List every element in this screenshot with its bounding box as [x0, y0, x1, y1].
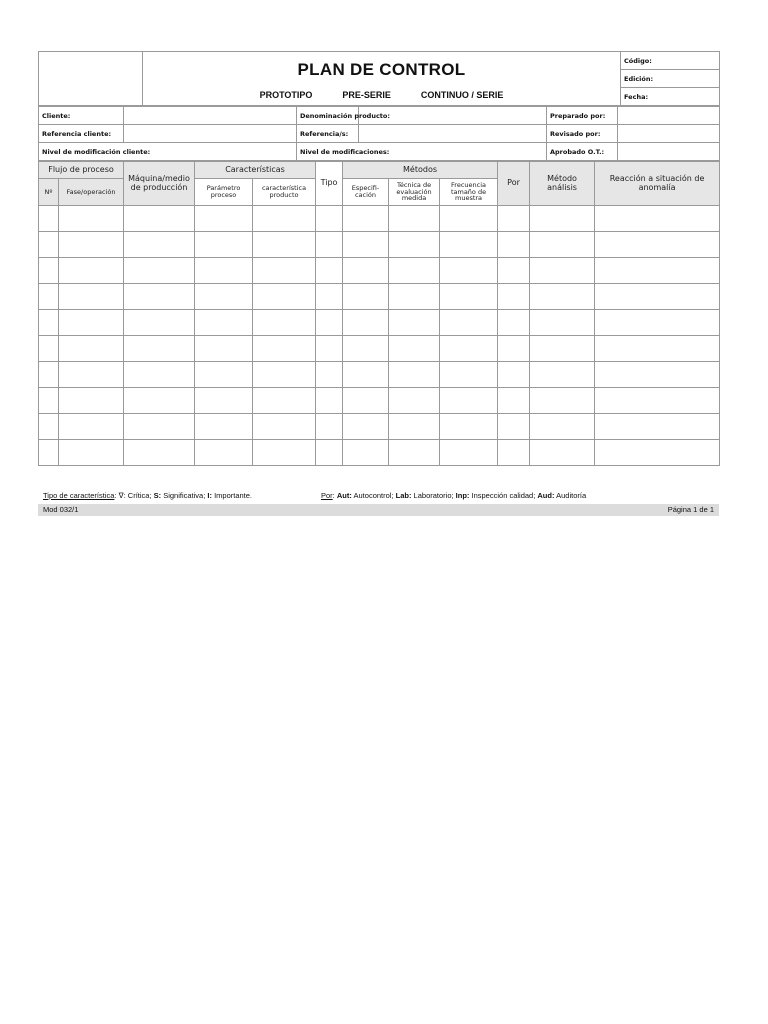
- aprobado-input[interactable]: [618, 143, 720, 161]
- grid-cell[interactable]: [59, 284, 124, 310]
- title-box: [143, 52, 621, 106]
- grid-cell[interactable]: [389, 362, 440, 388]
- grid-cell[interactable]: [316, 258, 343, 284]
- grid-cell[interactable]: [343, 284, 389, 310]
- grid-cell[interactable]: [195, 440, 253, 466]
- grid-cell[interactable]: [595, 284, 720, 310]
- fecha-field[interactable]: Fecha:: [621, 88, 720, 106]
- preparado-label: Preparado por:: [547, 107, 618, 125]
- grid-cell[interactable]: [195, 310, 253, 336]
- info-block: [38, 106, 720, 161]
- grid-cell[interactable]: [530, 310, 595, 336]
- tipo-legend: Tipo de característica: ∇: Crítica; S: Significativa; I: Importante.: [43, 491, 253, 500]
- grid-cell[interactable]: [389, 388, 440, 414]
- control-plan-grid: [38, 161, 720, 466]
- grid-cell[interactable]: [253, 336, 316, 362]
- grid-cell[interactable]: [595, 440, 720, 466]
- grid-cell[interactable]: [124, 206, 195, 232]
- revisado-input[interactable]: [618, 125, 720, 143]
- grid-cell[interactable]: [195, 258, 253, 284]
- mode-preserie: PRE-SERIE: [342, 90, 391, 100]
- header-flujo: Flujo de proceso: [39, 162, 124, 179]
- mode-prototipo: PROTOTIPO: [259, 90, 313, 100]
- grid-cell[interactable]: [440, 388, 498, 414]
- grid-cell[interactable]: [39, 232, 59, 258]
- grid-cell[interactable]: [440, 232, 498, 258]
- header-tecnica: Técnica de evaluación medida: [389, 179, 440, 206]
- grid-cell[interactable]: [530, 284, 595, 310]
- por-legend: Por: Aut: Autocontrol; Lab: Laboratorio; Inp: Inspección calidad; Aud: Auditoría: [321, 491, 587, 500]
- grid-cell[interactable]: [124, 310, 195, 336]
- grid-cell[interactable]: [343, 258, 389, 284]
- header-metodos: Métodos: [343, 162, 498, 179]
- header-especificacion: Especifi-cación: [343, 179, 389, 206]
- table-row: [39, 362, 720, 388]
- grid-cell[interactable]: [530, 440, 595, 466]
- header-reaccion: Reacción a situación de anomalía: [595, 162, 720, 206]
- grid-cell[interactable]: [343, 414, 389, 440]
- referencias-input[interactable]: [359, 125, 547, 143]
- logo-box: [39, 52, 143, 106]
- grid-cell[interactable]: [39, 388, 59, 414]
- grid-cell[interactable]: [343, 310, 389, 336]
- grid-cell[interactable]: [39, 310, 59, 336]
- grid-cell[interactable]: [316, 336, 343, 362]
- form-code-bar: [38, 504, 719, 516]
- grid-cell[interactable]: [39, 206, 59, 232]
- grid-cell[interactable]: [39, 284, 59, 310]
- table-row: [39, 414, 720, 440]
- grid-cell[interactable]: [343, 440, 389, 466]
- header-metodo-analisis: Método análisis: [530, 162, 595, 206]
- control-plan-form: [38, 51, 719, 466]
- header-car-producto: característica producto: [253, 179, 316, 206]
- grid-cell[interactable]: [195, 232, 253, 258]
- grid-cell[interactable]: [253, 440, 316, 466]
- grid-cell[interactable]: [253, 284, 316, 310]
- grid-cell[interactable]: [595, 258, 720, 284]
- grid-cell[interactable]: [595, 206, 720, 232]
- grid-cell[interactable]: [498, 310, 530, 336]
- grid-cell[interactable]: [343, 206, 389, 232]
- grid-cell[interactable]: [316, 362, 343, 388]
- grid-cell[interactable]: [389, 336, 440, 362]
- grid-cell[interactable]: [530, 206, 595, 232]
- grid-cell[interactable]: [343, 362, 389, 388]
- header-tipo: Tipo: [316, 162, 343, 206]
- grid-cell[interactable]: [498, 440, 530, 466]
- grid-cell[interactable]: [39, 336, 59, 362]
- grid-cell[interactable]: [316, 388, 343, 414]
- grid-cell[interactable]: [595, 232, 720, 258]
- grid-cell[interactable]: [498, 232, 530, 258]
- grid-cell[interactable]: [253, 206, 316, 232]
- grid-cell[interactable]: [440, 310, 498, 336]
- grid-cell[interactable]: [59, 310, 124, 336]
- grid-cell[interactable]: [253, 310, 316, 336]
- mode-continuo: CONTINUO / SERIE: [420, 90, 504, 100]
- grid-cell[interactable]: [195, 336, 253, 362]
- grid-cell[interactable]: [440, 336, 498, 362]
- grid-cell[interactable]: [59, 440, 124, 466]
- grid-cell[interactable]: [498, 414, 530, 440]
- referencia-cliente-input[interactable]: [124, 125, 297, 143]
- grid-cell[interactable]: [124, 284, 195, 310]
- header-num: Nº: [39, 179, 59, 206]
- mode-options: [146, 90, 617, 100]
- grid-cell[interactable]: [595, 310, 720, 336]
- grid-cell[interactable]: [498, 206, 530, 232]
- table-row: [39, 232, 720, 258]
- grid-cell[interactable]: [59, 258, 124, 284]
- grid-cell[interactable]: [253, 258, 316, 284]
- header-parametro: Parámetro proceso: [195, 179, 253, 206]
- grid-cell[interactable]: [59, 388, 124, 414]
- referencias-label: Referencia/s:: [297, 125, 359, 143]
- header-maquina: Máquina/medio de producción: [124, 162, 195, 206]
- grid-cell[interactable]: [389, 206, 440, 232]
- grid-cell[interactable]: [195, 362, 253, 388]
- grid-cell[interactable]: [595, 336, 720, 362]
- revisado-label: Revisado por:: [547, 125, 618, 143]
- grid-cell[interactable]: [316, 440, 343, 466]
- grid-cell[interactable]: [59, 232, 124, 258]
- table-row: [39, 284, 720, 310]
- grid-cell[interactable]: [316, 232, 343, 258]
- table-row: [39, 206, 720, 232]
- grid-cell[interactable]: [316, 310, 343, 336]
- grid-cell[interactable]: [124, 414, 195, 440]
- grid-cell[interactable]: [253, 362, 316, 388]
- aprobado-label: Aprobado O.T.:: [547, 143, 618, 161]
- grid-cell[interactable]: [195, 414, 253, 440]
- preparado-input[interactable]: [618, 107, 720, 125]
- table-row: [39, 336, 720, 362]
- grid-cell[interactable]: [498, 388, 530, 414]
- grid-cell[interactable]: [389, 440, 440, 466]
- grid-cell[interactable]: [498, 336, 530, 362]
- grid-cell[interactable]: [39, 362, 59, 388]
- header-fase: Fase/operación: [59, 179, 124, 206]
- grid-cell[interactable]: [530, 414, 595, 440]
- grid-cell[interactable]: [124, 336, 195, 362]
- grid-cell[interactable]: [253, 388, 316, 414]
- grid-cell[interactable]: [195, 206, 253, 232]
- grid-cell[interactable]: [39, 440, 59, 466]
- grid-cell[interactable]: [530, 388, 595, 414]
- grid-cell[interactable]: [124, 232, 195, 258]
- grid-cell[interactable]: [343, 388, 389, 414]
- nivel-mod-label: Nivel de modificaciones:: [297, 143, 547, 161]
- grid-cell[interactable]: [498, 284, 530, 310]
- grid-cell[interactable]: [39, 258, 59, 284]
- grid-cell[interactable]: [253, 232, 316, 258]
- grid-cell[interactable]: [59, 414, 124, 440]
- grid-cell[interactable]: [440, 284, 498, 310]
- grid-cell[interactable]: [440, 440, 498, 466]
- cliente-input[interactable]: [124, 107, 297, 125]
- grid-cell[interactable]: [124, 362, 195, 388]
- grid-cell[interactable]: [316, 414, 343, 440]
- grid-cell[interactable]: [530, 232, 595, 258]
- grid-cell[interactable]: [343, 232, 389, 258]
- header-caracteristicas: Características: [195, 162, 316, 179]
- referencia-cliente-label: Referencia cliente:: [39, 125, 124, 143]
- form-header: [38, 51, 720, 106]
- grid-cell[interactable]: [59, 336, 124, 362]
- edicion-field[interactable]: Edición:: [621, 70, 720, 88]
- form-code: Mod 032/1: [43, 505, 79, 514]
- denominacion-label: Denominación producto:: [297, 107, 359, 125]
- header-frecuencia: Frecuencia tamaño de muestra: [440, 179, 498, 206]
- grid-cell[interactable]: [440, 362, 498, 388]
- grid-cell[interactable]: [124, 388, 195, 414]
- table-row: [39, 440, 720, 466]
- grid-cell[interactable]: [316, 206, 343, 232]
- grid-cell[interactable]: [595, 388, 720, 414]
- cliente-label: Cliente:: [39, 107, 124, 125]
- grid-cell[interactable]: [530, 336, 595, 362]
- grid-cell[interactable]: [440, 206, 498, 232]
- grid-cell[interactable]: [343, 336, 389, 362]
- grid-cell[interactable]: [39, 414, 59, 440]
- grid-cell[interactable]: [389, 232, 440, 258]
- grid-cell[interactable]: [595, 414, 720, 440]
- grid-cell[interactable]: [389, 414, 440, 440]
- grid-cell[interactable]: [440, 414, 498, 440]
- grid-cell[interactable]: [440, 258, 498, 284]
- grid-cell[interactable]: [195, 388, 253, 414]
- codigo-field[interactable]: Código:: [621, 52, 720, 70]
- grid-cell[interactable]: [389, 310, 440, 336]
- grid-cell[interactable]: [389, 284, 440, 310]
- grid-cell[interactable]: [530, 258, 595, 284]
- table-row: [39, 258, 720, 284]
- grid-cell[interactable]: [595, 362, 720, 388]
- grid-cell[interactable]: [498, 362, 530, 388]
- grid-cell[interactable]: [253, 414, 316, 440]
- grid-cell[interactable]: [195, 284, 253, 310]
- form-title: PLAN DE CONTROL: [297, 60, 466, 79]
- page-number: Página 1 de 1: [667, 505, 714, 514]
- table-row: [39, 310, 720, 336]
- grid-cell[interactable]: [59, 362, 124, 388]
- grid-cell[interactable]: [389, 258, 440, 284]
- nivel-mod-cliente-label: Nivel de modificación cliente:: [39, 143, 297, 161]
- grid-cell[interactable]: [498, 258, 530, 284]
- grid-cell[interactable]: [124, 258, 195, 284]
- grid-cell[interactable]: [124, 440, 195, 466]
- grid-cell[interactable]: [530, 362, 595, 388]
- grid-cell[interactable]: [59, 206, 124, 232]
- table-row: [39, 388, 720, 414]
- grid-cell[interactable]: [316, 284, 343, 310]
- header-por: Por: [498, 162, 530, 206]
